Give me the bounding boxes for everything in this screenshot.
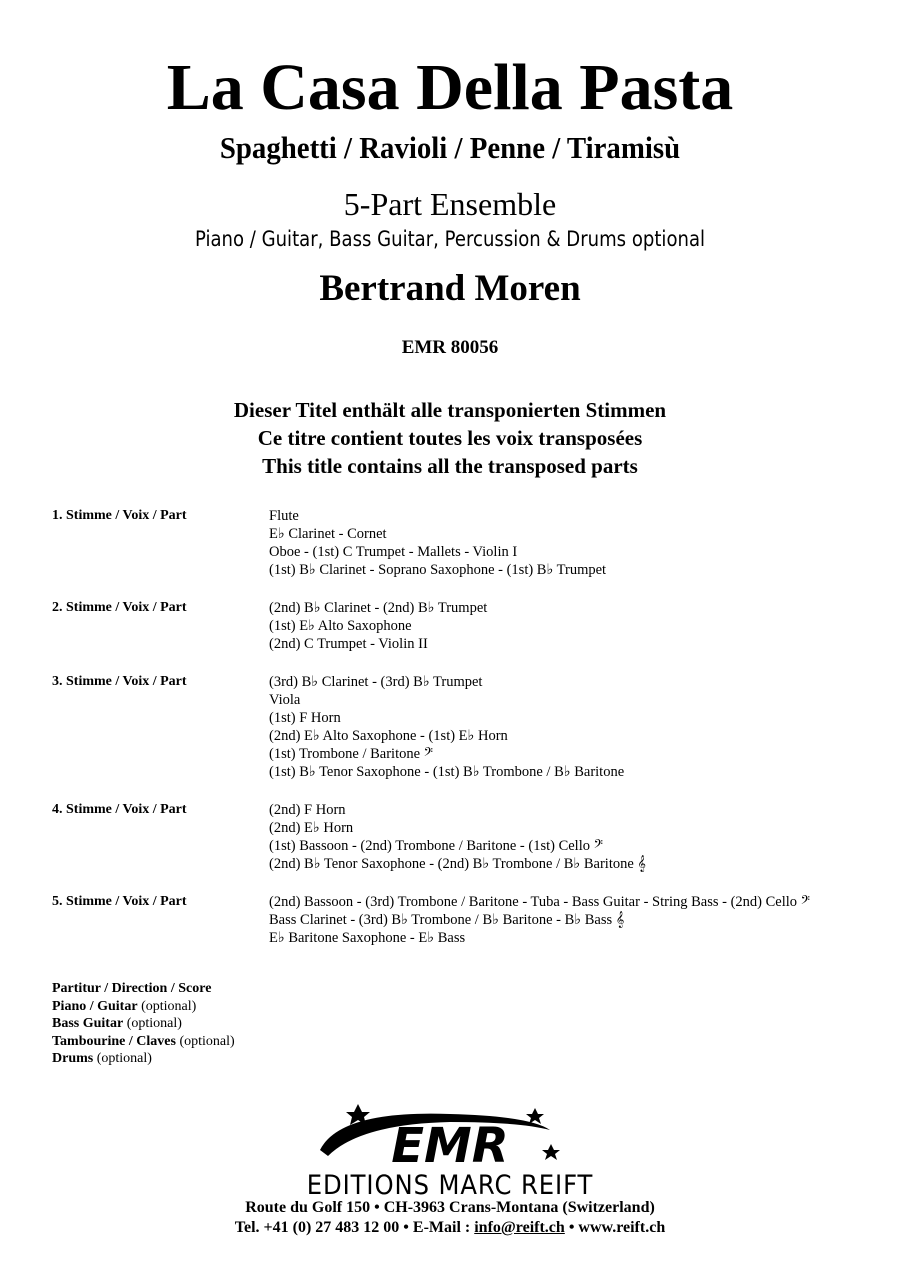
part-instrument-line: (1st) F Horn: [269, 710, 341, 726]
part-instrument-line: (1st) Bassoon - (2nd) Trombone / Baritone - (1st) Cello 𝄢: [269, 838, 603, 854]
part-instrument-line: Oboe - (1st) C Trumpet - Mallets - Violin I: [269, 544, 518, 560]
part-instrument-line: Bass Clarinet - (3rd) B♭ Trombone / B♭ Baritone - B♭ Bass 𝄞: [269, 912, 625, 928]
part-instrument-line: Viola: [269, 692, 301, 708]
part-instrument-line: E♭ Clarinet - Cornet: [269, 526, 387, 542]
part-instrument-line: (3rd) B♭ Clarinet - (3rd) B♭ Trumpet: [269, 674, 483, 690]
notice-french: Ce titre contient toutes les voix transposées: [257, 426, 643, 450]
part-label: 3. Stimme / Voix / Part: [52, 674, 187, 689]
part-instrument-line: Flute: [269, 508, 299, 524]
part-instrument-line: (2nd) C Trumpet - Violin II: [269, 636, 428, 652]
parts-list: [52, 507, 882, 967]
part-instrument-line: E♭ Baritone Saxophone - E♭ Bass: [269, 930, 466, 946]
extra-part-piano: Piano / Guitar (optional): [52, 998, 197, 1014]
part-instrument-line: (2nd) E♭ Alto Saxophone - (1st) E♭ Horn: [269, 728, 508, 744]
part-instrument-line: (2nd) B♭ Clarinet - (2nd) B♭ Trumpet: [269, 600, 488, 616]
part-instrument-line: (2nd) F Horn: [269, 802, 346, 818]
transposed-parts-notice: [0, 396, 900, 480]
score-title: La Casa Della Pasta: [166, 51, 734, 124]
emr-logo: [300, 1100, 600, 1180]
part-instrument-line: (2nd) Bassoon - (3rd) Trombone / Baritone - Tuba - Bass Guitar - String Bass - (2nd) Cello 𝄢: [269, 894, 810, 910]
part-4: [52, 801, 882, 873]
part-instrument-line: (2nd) E♭ Horn: [269, 820, 354, 836]
publisher-contact: Tel. +41 (0) 27 483 12 00 • E-Mail : info@reift.ch • www.reift.ch: [234, 1219, 666, 1236]
extra-part-tambourine: Tambourine / Claves (optional): [52, 1033, 235, 1049]
score-subtitle: Spaghetti / Ravioli / Penne / Tiramisù: [219, 130, 681, 165]
publisher-address: Route du Golf 150 • CH-3963 Crans-Montana (Switzerland): [245, 1199, 655, 1216]
extra-part-drums: Drums (optional): [52, 1051, 152, 1066]
extra-part-score: Partitur / Direction / Score: [52, 981, 212, 996]
instrumentation: Piano / Guitar, Bass Guitar, Percussion & Drums optional: [194, 227, 706, 251]
part-instrument-line: (2nd) B♭ Tenor Saxophone - (2nd) B♭ Trombone / B♭ Baritone 𝄞: [269, 856, 646, 872]
notice-english: This title contains all the transposed parts: [262, 454, 638, 478]
catalog-number: EMR 80056: [401, 337, 499, 358]
composer-name: Bertrand Moren: [319, 268, 581, 309]
part-instrument-line: (1st) B♭ Tenor Saxophone - (1st) B♭ Trombone / B♭ Baritone: [269, 764, 625, 780]
logo-text: EMR: [391, 1118, 509, 1174]
part-label: 2. Stimme / Voix / Part: [52, 600, 187, 615]
part-5: [52, 893, 882, 947]
part-3: [52, 673, 882, 781]
extra-part-bass-guitar: Bass Guitar (optional): [52, 1016, 182, 1031]
notice-german: Dieser Titel enthält alle transponierten Stimmen: [233, 398, 667, 422]
part-1: [52, 507, 882, 579]
part-label: 5. Stimme / Voix / Part: [52, 894, 187, 909]
part-instrument-line: (1st) B♭ Clarinet - Soprano Saxophone - (1st) B♭ Trumpet: [269, 562, 607, 578]
part-label: 4. Stimme / Voix / Part: [52, 802, 187, 817]
part-2: [52, 599, 882, 653]
part-label: 1. Stimme / Voix / Part: [52, 508, 187, 523]
part-instrument-line: (1st) E♭ Alto Saxophone: [269, 618, 412, 634]
additional-parts: [52, 980, 235, 1068]
email-link[interactable]: info@reift.ch: [474, 1219, 565, 1236]
ensemble-type: 5-Part Ensemble: [343, 186, 557, 222]
part-instrument-line: (1st) Trombone / Baritone 𝄢: [269, 746, 433, 762]
publisher-name: EDITIONS MARC REIFT: [306, 1170, 594, 1201]
